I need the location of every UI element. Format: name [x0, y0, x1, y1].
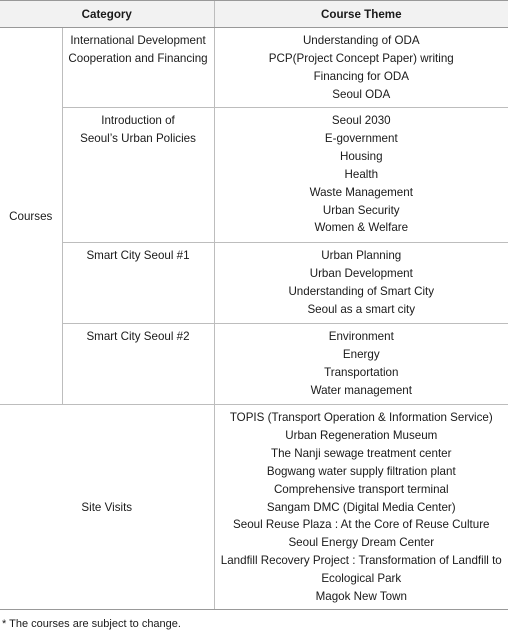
- theme-item: Comprehensive transport terminal: [273, 482, 449, 496]
- table-header-row: [0, 1, 508, 28]
- table-row-site-visits: [0, 405, 508, 610]
- theme-item: Financing for ODA: [313, 69, 409, 83]
- category-cell: [62, 28, 214, 108]
- theme-item: Housing: [339, 149, 383, 163]
- theme-item: TOPIS (Transport Operation & Information Service): [229, 411, 493, 424]
- theme-item: Sangam DMC (Digital Media Center): [266, 500, 456, 514]
- theme-item: Urban Security: [322, 203, 400, 217]
- theme-item: Seoul ODA: [332, 87, 391, 101]
- footnote: * The courses are subject to change.: [2, 618, 181, 630]
- theme-item: Magok New Town: [315, 590, 407, 604]
- category-cell: [62, 324, 214, 405]
- table-row: [0, 28, 508, 108]
- category-line: Seoul’s Urban Policies: [80, 131, 196, 145]
- theme-cell: [214, 324, 508, 405]
- theme-item: Environment: [328, 330, 394, 343]
- theme-item: Landfill Recovery Project : Transformation of Landfill to: [220, 554, 502, 568]
- theme-item: Transportation: [324, 365, 399, 379]
- table-row: [0, 324, 508, 405]
- category-line: Smart City Seoul #2: [86, 330, 190, 343]
- theme-item: PCP(Project Concept Paper) writing: [268, 51, 454, 65]
- theme-item: Energy: [342, 347, 380, 361]
- category-cell: [62, 108, 214, 243]
- theme-item: Seoul 2030: [331, 114, 391, 127]
- category-line: Smart City Seoul #1: [86, 249, 190, 262]
- category-line: International Development: [70, 34, 206, 47]
- table-row: [0, 243, 508, 324]
- theme-item: Understanding of Smart City: [288, 284, 435, 298]
- theme-cell: [214, 108, 508, 243]
- theme-cell: [214, 243, 508, 324]
- theme-item: Understanding of ODA: [302, 34, 420, 47]
- courses-label: Courses: [0, 28, 62, 405]
- theme-item: Waste Management: [309, 185, 413, 199]
- header-course-theme: Course Theme: [214, 1, 508, 28]
- site-visits-label: Site Visits: [0, 405, 214, 610]
- category-cell: [62, 243, 214, 324]
- theme-cell: [214, 28, 508, 108]
- category-line: Cooperation and Financing: [68, 51, 208, 65]
- header-category: Category: [0, 1, 214, 28]
- theme-item: The Nanji sewage treatment center: [271, 446, 452, 460]
- theme-item: E-government: [324, 131, 398, 145]
- theme-item: Urban Development: [309, 266, 413, 280]
- theme-item: Seoul Energy Dream Center: [288, 536, 435, 550]
- theme-item: Seoul as a smart city: [307, 302, 416, 316]
- category-line: Introduction of: [101, 114, 175, 127]
- theme-cell: [214, 405, 508, 610]
- theme-item: Urban Regeneration Museum: [285, 428, 438, 442]
- theme-item: Health: [344, 167, 379, 181]
- theme-item: Women & Welfare: [314, 221, 409, 235]
- theme-item: Bogwang water supply filtration plant: [266, 464, 456, 478]
- theme-item: Urban Planning: [321, 249, 402, 262]
- theme-item: Ecological Park: [321, 572, 402, 586]
- theme-item: Seoul Reuse Plaza : At the Core of Reuse Culture: [233, 518, 490, 532]
- theme-item: Water management: [310, 383, 412, 397]
- table-row: [0, 108, 508, 243]
